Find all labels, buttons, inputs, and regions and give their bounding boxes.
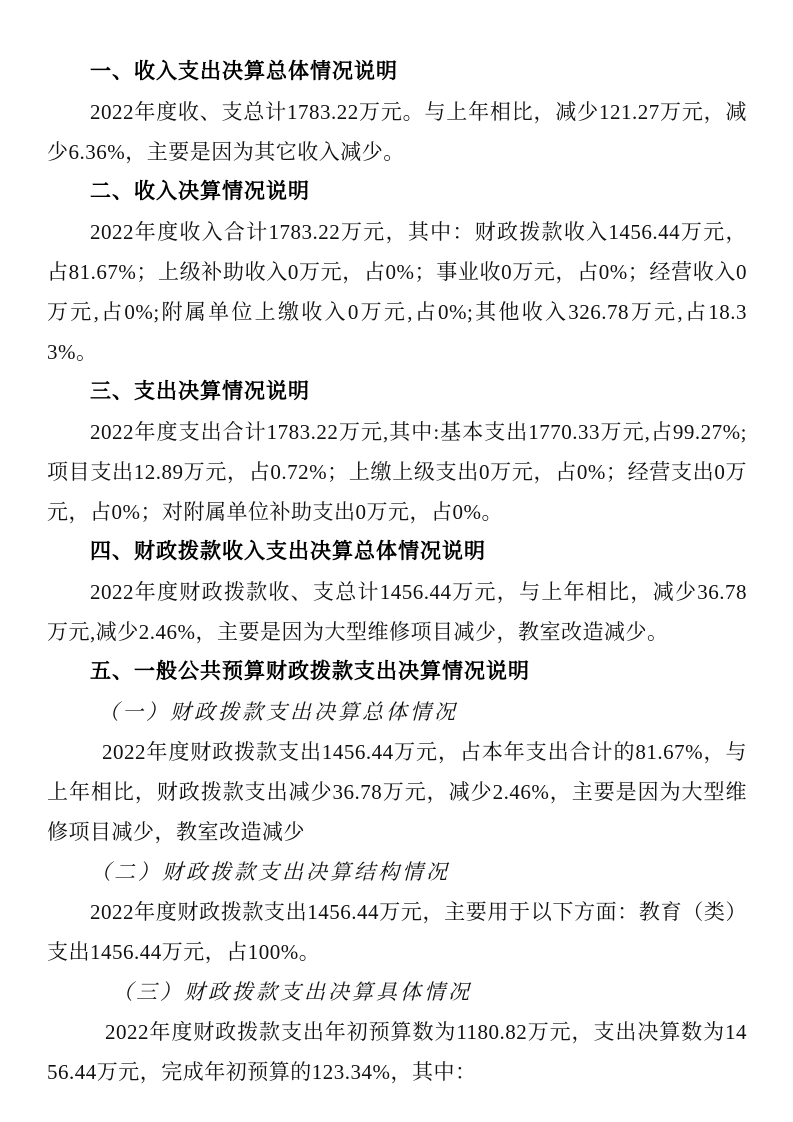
- section-5-heading: 五、一般公共预算财政拨款支出决算情况说明: [90, 660, 530, 683]
- section-3-body: 2022年度支出合计1783.22万元,其中:基本支出1770.33万元,占99.27%;项目支出12.89万元，占0.72%；上缴上级支出0万元，占0%；经营支出0万元，占0%；对附属单位补助支出0万元，占0%。: [47, 420, 747, 524]
- section-2-body: 2022年度收入合计1783.22万元，其中：财政拨款收入1456.44万元，占81.67%；上级补助收入0万元，占0%；事业收0万元，占0%；经营收入0万元,占0%;附属单位上缴收入0万元,占0%;其他收入326.78万元,占18.33%。: [47, 220, 747, 364]
- section-5-sub-3-body: 2022年度财政拨款支出年初预算数为1180.82万元，支出决算数为1456.44万元，完成年初预算的123.34%，其中：: [47, 1020, 747, 1084]
- section-1-body: 2022年度收、支总计1783.22万元。与上年相比，减少121.27万元，减少6.36%，主要是因为其它收入减少。: [47, 100, 747, 164]
- section-5-sub-2-body: 2022年度财政拨款支出1456.44万元，主要用于以下方面：教育（类）支出1456.44万元，占100%。: [47, 900, 747, 964]
- section-1-heading: 一、收入支出决算总体情况说明: [90, 60, 398, 83]
- section-5-sub-2-heading: （二）财政拨款支出决算结构情况: [90, 860, 450, 884]
- section-5-sub-3-heading: （三）财政拨款支出决算具体情况: [112, 980, 472, 1004]
- section-3-heading: 三、支出决算情况说明: [90, 380, 310, 403]
- section-5-sub-1-body: 2022年度财政拨款支出1456.44万元，占本年支出合计的81.67%，与上年相比，财政拨款支出减少36.78万元，减少2.46%，主要是因为大型维修项目减少，教室改造减少: [47, 740, 747, 844]
- section-2-heading: 二、收入决算情况说明: [90, 180, 310, 203]
- section-5-sub-1-heading: （一）财政拨款支出决算总体情况: [98, 700, 458, 724]
- section-4-heading: 四、财政拨款收入支出决算总体情况说明: [90, 540, 486, 563]
- section-4-body: 2022年度财政拨款收、支总计1456.44万元，与上年相比，减少36.78万元,减少2.46%，主要是因为大型维修项目减少，教室改造减少。: [47, 580, 747, 644]
